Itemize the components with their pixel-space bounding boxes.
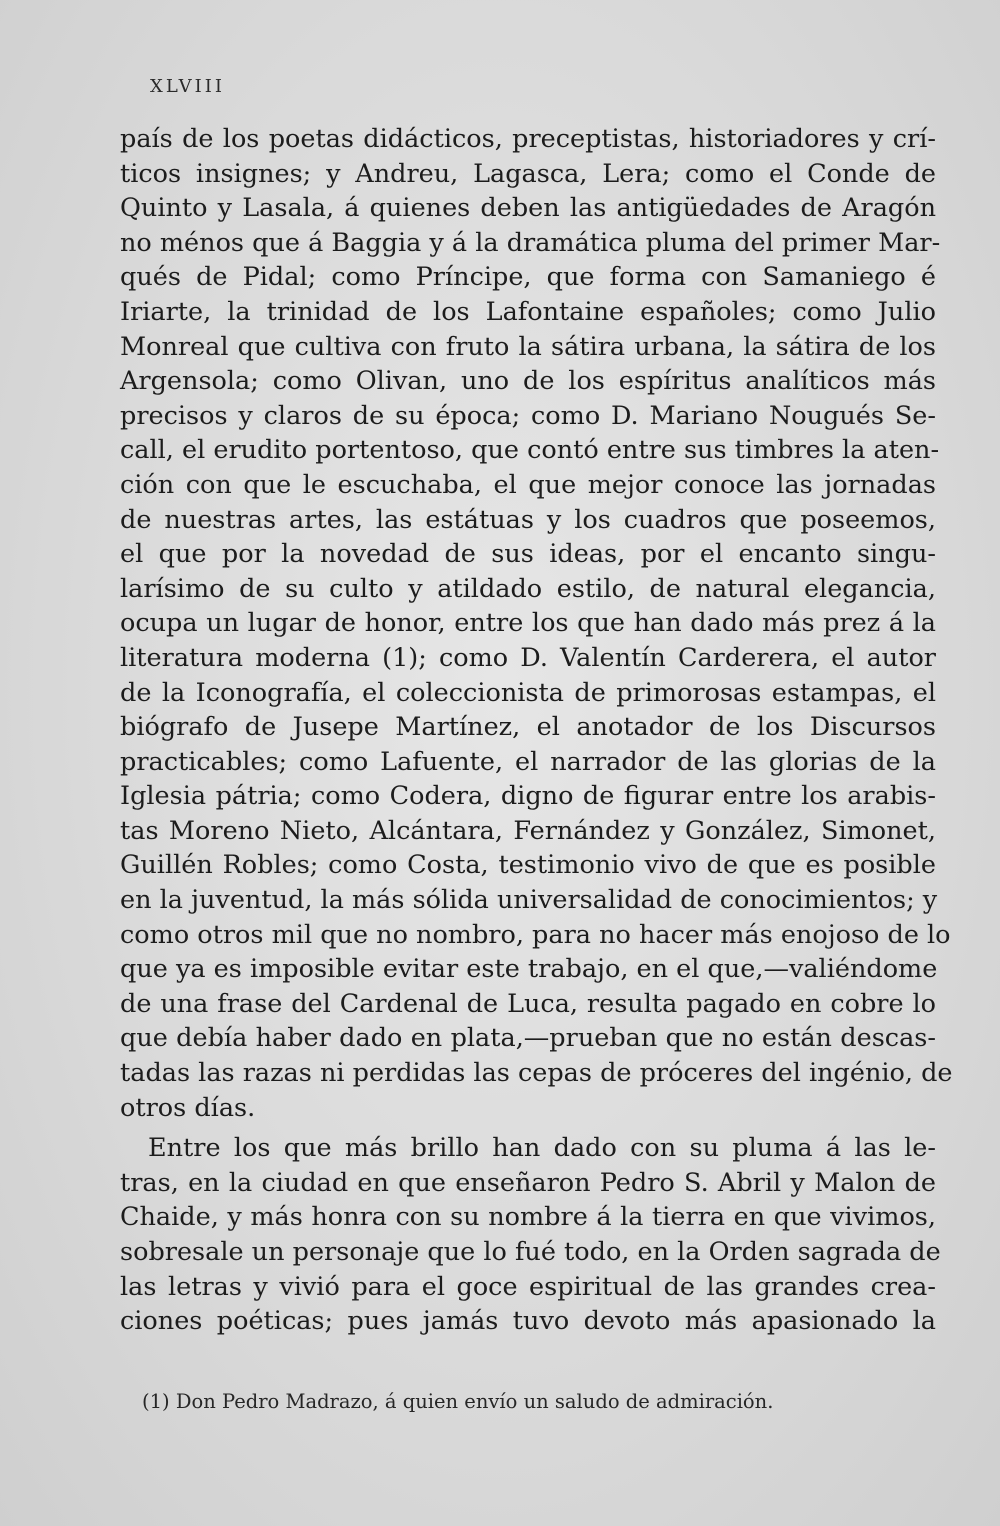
text-line: Monreal que cultiva con fruto la sátira urbana, la sátira de los — [120, 331, 936, 362]
text-line: qués de Pidal; como Príncipe, que forma con Samaniego é — [120, 262, 936, 293]
text-line: ción con que le escuchaba, el que mejor conoce las jornadas — [120, 469, 936, 500]
text-line: Quinto y Lasala, á quienes deben las antigüedades de Aragón — [120, 193, 936, 224]
text-line: literatura moderna (1); como D. Valentín Carderera, el autor — [120, 642, 936, 673]
text-line: país de los poetas didácticos, preceptistas, historiadores y crí- — [120, 124, 936, 154]
text-line: las letras y vivió para el goce espiritual de las grandes crea- — [120, 1271, 936, 1302]
text-line: de nuestras artes, las estátuas y los cuadros que poseemos, — [120, 504, 936, 535]
text-line: ocupa un lugar de honor, entre los que han dado más prez á la — [120, 608, 936, 639]
text-line: el que por la novedad de sus ideas, por el encanto singu- — [120, 539, 936, 570]
text-line: en la juventud, la más sólida universalidad de conocimientos; y — [120, 885, 938, 916]
text-line: biógrafo de Jusepe Martínez, el anotador de los Discursos — [120, 712, 936, 743]
paragraph-1 — [120, 122, 953, 1125]
text-line: Chaide, y más honra con su nombre á la tierra en que vivimos, — [120, 1202, 936, 1233]
text-line: ciones poéticas; pues jamás tuvo devoto más apasionado la — [120, 1306, 936, 1337]
text-line: sobresale un personaje que lo fué todo, en la Orden sagrada de — [120, 1237, 941, 1267]
text-line: practicables; como Lafuente, el narrador de las glorias de la — [120, 746, 936, 777]
text-line: precisos y claros de su época; como D. Mariano Nougués Se- — [120, 400, 936, 431]
text-line: Guillén Robles; como Costa, testimonio vivo de que es posible — [120, 850, 936, 881]
page-number: XLVIII — [150, 76, 225, 97]
text-line: que ya es imposible evitar este trabajo, en el que,—valiéndome — [120, 954, 938, 985]
text-line: de la Iconografía, el coleccionista de primorosas estampas, el — [120, 677, 936, 708]
text-line: call, el erudito portentoso, que contó entre sus timbres la aten- — [120, 435, 940, 466]
text-line: Argensola; como Olivan, uno de los espíritus analíticos más — [120, 366, 936, 397]
footnote: (1) Don Pedro Madrazo, á quien envío un saludo de admiración. — [142, 1390, 774, 1413]
text-line: de una frase del Cardenal de Luca, resulta pagado en cobre lo — [120, 988, 936, 1019]
text-line: tras, en la ciudad en que enseñaron Pedro S. Abril y Malon de — [120, 1167, 936, 1198]
text-line: no ménos que á Baggia y á la dramática pluma del primer Mar- — [120, 227, 941, 258]
text-line: tadas las razas ni perdidas las cepas de próceres del ingénio, de — [120, 1058, 953, 1089]
text-line: como otros mil que no nombro, para no hacer más enojoso de lo — [120, 919, 951, 950]
text-line: ticos insignes; y Andreu, Lagasca, Lera; como el Conde de — [120, 158, 936, 189]
text-line: que debía haber dado en plata,—prueban que no están descas- — [120, 1023, 936, 1054]
paragraph-2 — [120, 1131, 941, 1339]
text-line: tas Moreno Nieto, Alcántara, Fernández y González, Simonet, — [120, 815, 936, 846]
text-line: Entre los que más brillo han dado con su pluma á las le- — [148, 1133, 936, 1164]
text-line: larísimo de su culto y atildado estilo, de natural elegancia, — [120, 573, 936, 604]
text-line: otros días. — [120, 1092, 256, 1123]
body-text — [120, 122, 953, 1339]
text-line: Iglesia pátria; como Codera, digno de figurar entre los arabis- — [120, 781, 936, 812]
text-line: Iriarte, la trinidad de los Lafontaine españoles; como Julio — [120, 296, 936, 327]
